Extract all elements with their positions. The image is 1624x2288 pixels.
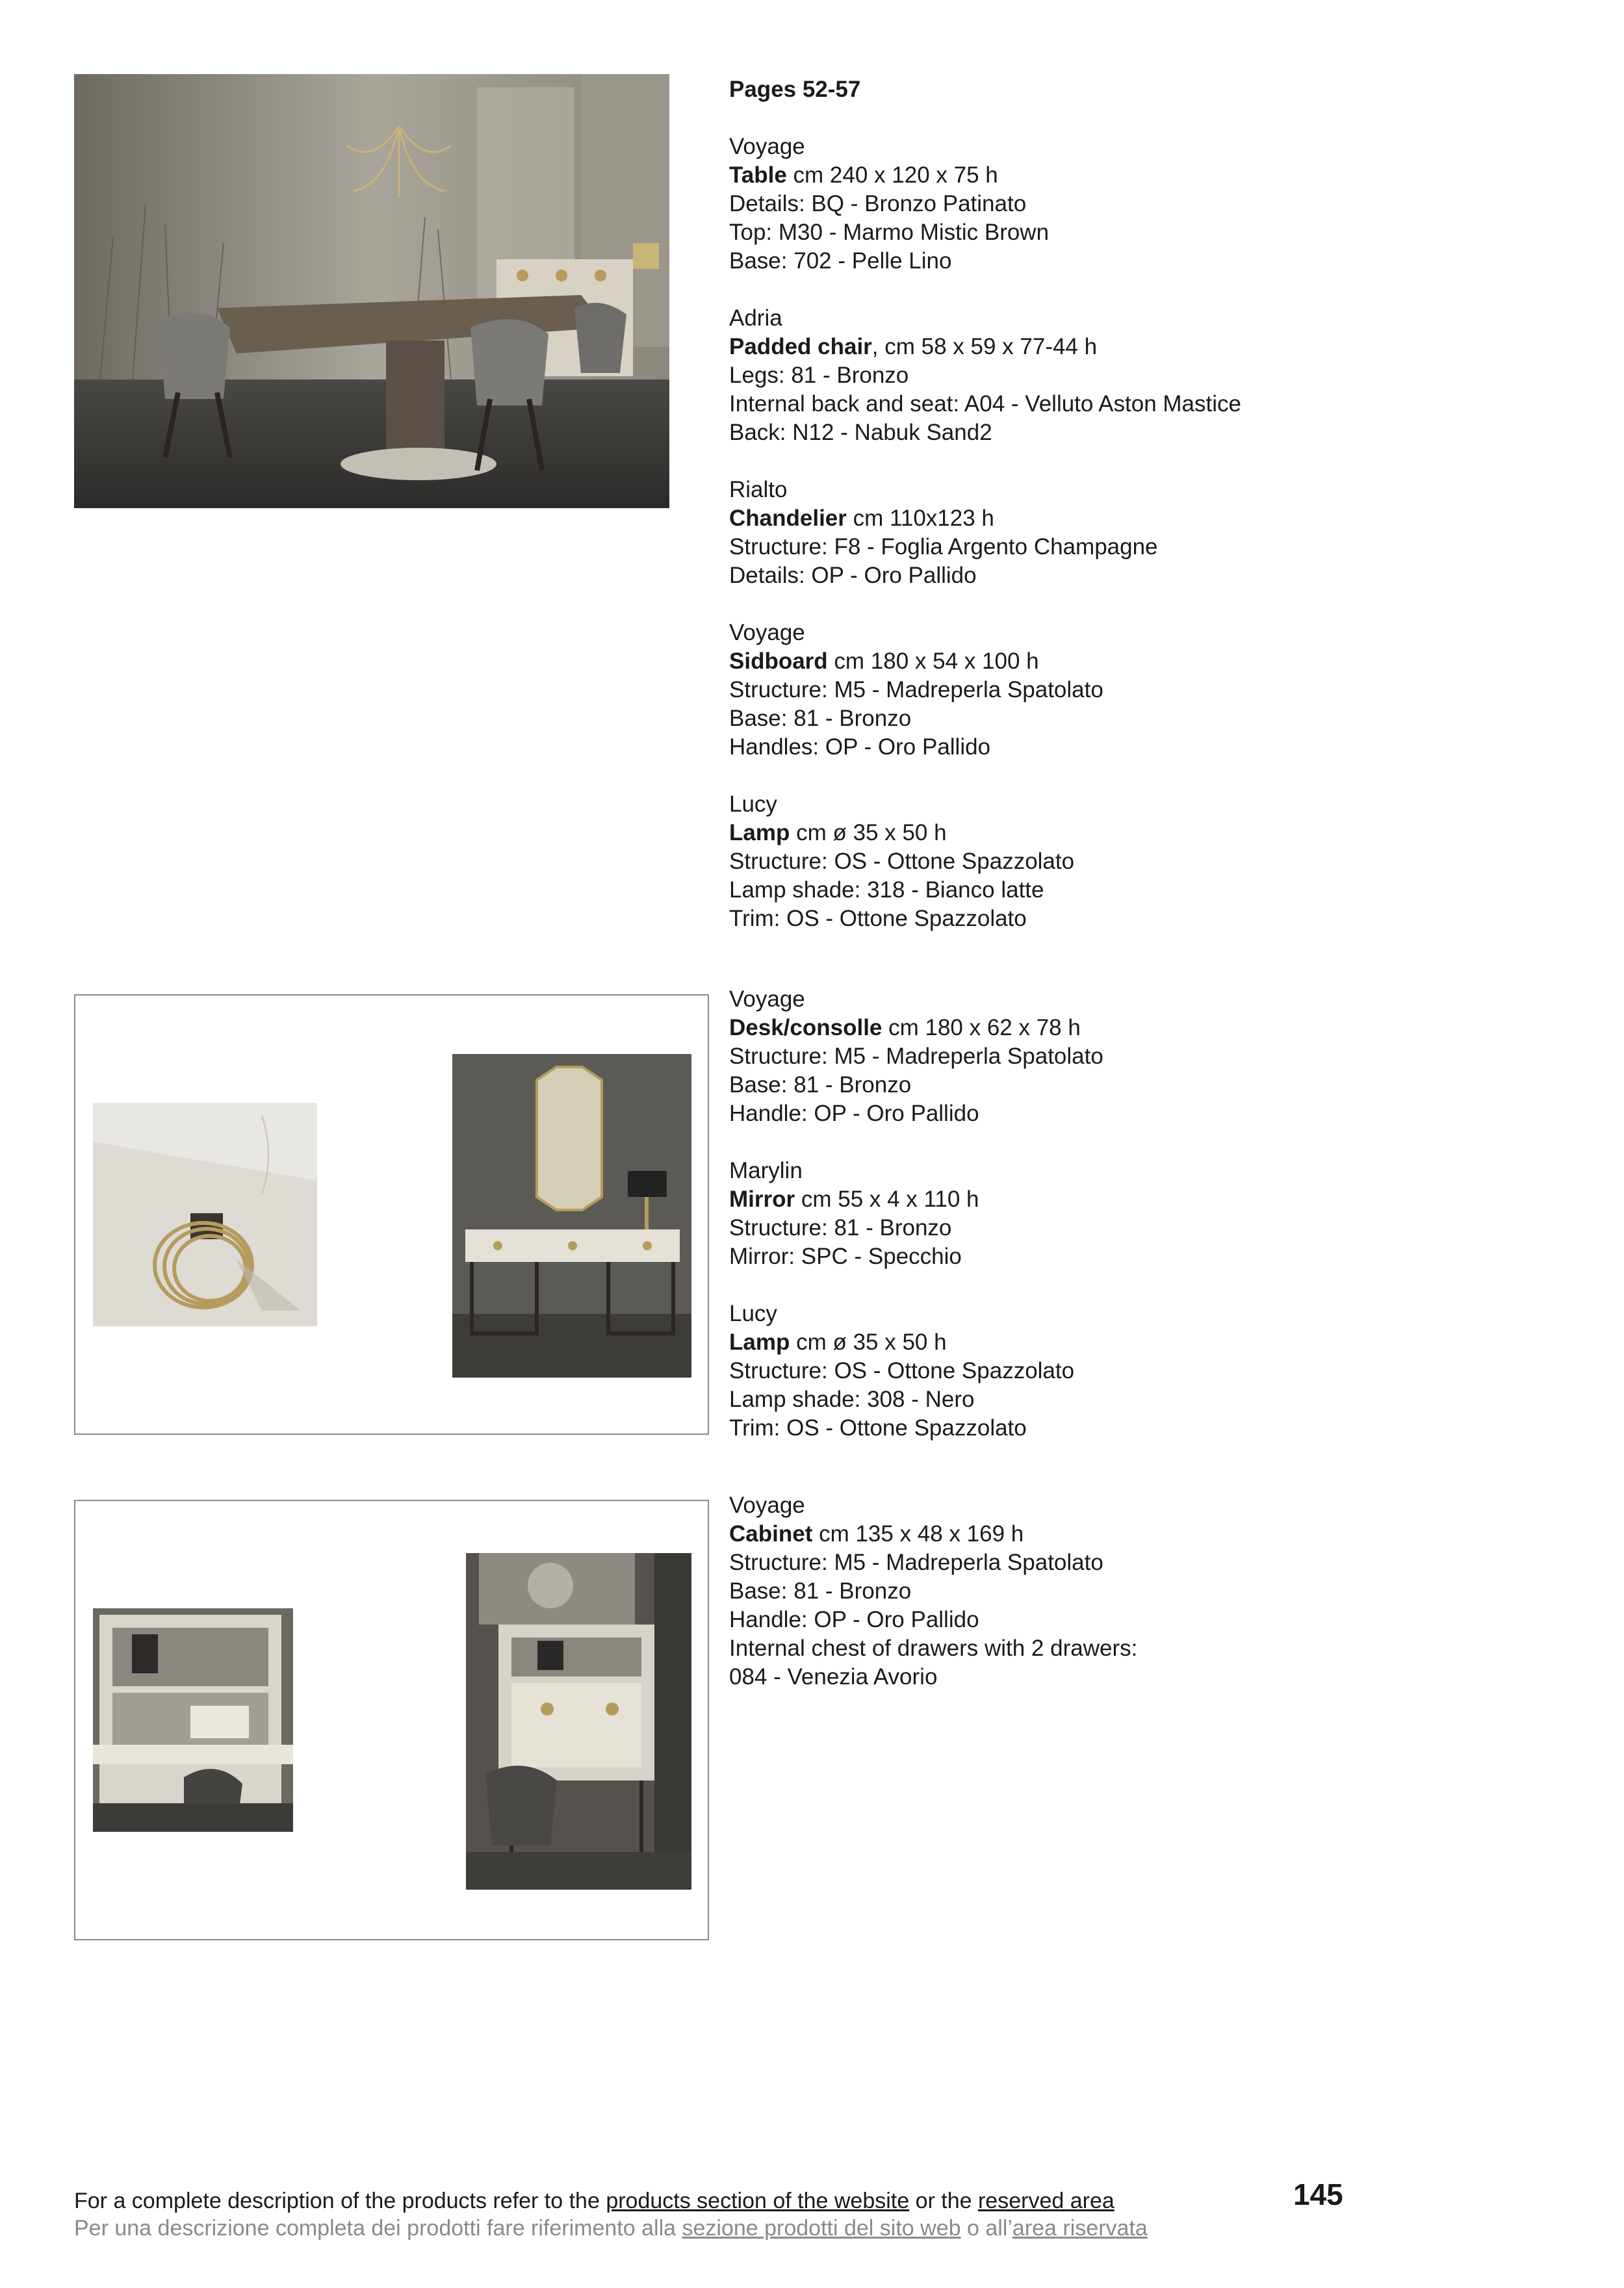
product-item	[729, 1491, 1509, 1691]
product-dims: cm ø 35 x 50 h	[790, 820, 947, 845]
spec-line: Legs: 81 - Bronzo	[729, 363, 909, 388]
product-dims: cm 55 x 4 x 110 h	[795, 1187, 979, 1212]
collection-name: Voyage	[729, 986, 805, 1012]
spec-line: Back: N12 - Nabuk Sand2	[729, 420, 992, 445]
spec-line: Details: BQ - Bronzo Patinato	[729, 191, 1027, 216]
spec-line: Mirror: SPC - Specchio	[729, 1244, 962, 1269]
collection-name: Adria	[729, 305, 782, 331]
footer-text: Per una descrizione completa dei prodotti fare riferimento alla	[74, 2216, 682, 2241]
product-item	[729, 133, 1509, 276]
area-riservata-link[interactable]: area riservata	[1012, 2216, 1148, 2241]
spec-line: Structure: OS - Ottone Spazzolato	[729, 849, 1075, 874]
spec-line: Base: 81 - Bronzo	[729, 706, 912, 731]
spec-block-3	[729, 1491, 1509, 1720]
collection-name: Marylin	[729, 1158, 803, 1183]
product-item	[729, 304, 1509, 447]
product-item	[729, 1300, 1509, 1443]
collection-name: Voyage	[729, 134, 805, 159]
product-dims: cm 180 x 54 x 100 h	[827, 649, 1039, 674]
dining-room-photo	[74, 74, 669, 508]
product-dims: , cm 58 x 59 x 77-44 h	[871, 334, 1098, 359]
spec-line: Details: OP - Oro Pallido	[729, 563, 977, 588]
product-item	[729, 1157, 1509, 1271]
collection-name: Rialto	[729, 477, 788, 502]
cabinet-open-photo	[93, 1608, 293, 1832]
product-name: Desk/consolle	[729, 1015, 883, 1040]
products-section-link[interactable]: products section of the website	[606, 2189, 910, 2213]
collection-name: Voyage	[729, 1493, 805, 1518]
footer-english	[74, 2187, 1148, 2215]
page-number: 145	[1293, 2178, 1343, 2211]
spec-line: Structure: M5 - Madreperla Spatolato	[729, 1550, 1103, 1575]
sezione-prodotti-link[interactable]: sezione prodotti del sito web	[682, 2216, 961, 2241]
cabinet-closed-photo	[466, 1553, 691, 1890]
spec-line: Base: 81 - Bronzo	[729, 1072, 912, 1098]
product-item	[729, 619, 1509, 762]
spec-line: Internal back and seat: A04 - Velluto Aston Mastice	[729, 391, 1241, 417]
spec-line: Handle: OP - Oro Pallido	[729, 1101, 979, 1126]
spec-line: Internal chest of drawers with 2 drawers:	[729, 1636, 1138, 1661]
product-name: Mirror	[729, 1187, 795, 1212]
product-dims: cm 240 x 120 x 75 h	[786, 162, 998, 188]
pages-heading: Pages 52-57	[729, 77, 861, 102]
spec-line: Structure: M5 - Madreperla Spatolato	[729, 677, 1103, 702]
footer-text: o all’	[960, 2216, 1012, 2241]
spec-line: Handle: OP - Oro Pallido	[729, 1607, 979, 1632]
product-name: Table	[729, 162, 787, 188]
product-name: Cabinet	[729, 1521, 813, 1547]
product-name: Lamp	[729, 1330, 790, 1355]
product-name: Sidboard	[729, 649, 828, 674]
product-dims: cm 110x123 h	[846, 506, 994, 531]
footer-italian	[74, 2215, 1148, 2242]
product-dims: cm ø 35 x 50 h	[790, 1330, 947, 1355]
product-name: Chandelier	[729, 506, 847, 531]
product-item	[729, 790, 1509, 933]
spec-line: Top: M30 - Marmo Mistic Brown	[729, 220, 1050, 245]
product-dims: cm 180 x 62 x 78 h	[882, 1015, 1081, 1040]
spec-line: Trim: OS - Ottone Spazzolato	[729, 1415, 1027, 1441]
spec-line: Structure: 81 - Bronzo	[729, 1215, 952, 1240]
handle-closeup-photo	[93, 1103, 317, 1326]
desk-consolle-photo	[452, 1054, 691, 1378]
footer	[74, 2187, 1148, 2242]
collection-name: Voyage	[729, 620, 805, 645]
footer-text: or the	[909, 2189, 978, 2213]
collection-name: Lucy	[729, 791, 777, 817]
spec-block-1	[729, 75, 1509, 962]
spec-line: Structure: M5 - Madreperla Spatolato	[729, 1044, 1103, 1069]
spec-line: 084 - Venezia Avorio	[729, 1664, 938, 1690]
spec-line: Structure: OS - Ottone Spazzolato	[729, 1358, 1075, 1383]
product-name: Lamp	[729, 820, 790, 845]
collection-name: Lucy	[729, 1301, 777, 1326]
spec-line: Base: 702 - Pelle Lino	[729, 248, 952, 274]
reserved-area-link[interactable]: reserved area	[977, 2189, 1115, 2213]
spec-line: Trim: OS - Ottone Spazzolato	[729, 906, 1027, 931]
spec-line: Lamp shade: 318 - Bianco latte	[729, 877, 1044, 903]
spec-line: Lamp shade: 308 - Nero	[729, 1387, 975, 1412]
product-item	[729, 985, 1509, 1128]
spec-block-2	[729, 985, 1509, 1471]
footer-text: For a complete description of the products refer to the	[74, 2189, 606, 2213]
product-dims: cm 135 x 48 x 169 h	[812, 1521, 1024, 1547]
product-name: Padded chair	[729, 334, 872, 359]
product-item	[729, 476, 1509, 590]
spec-line: Structure: F8 - Foglia Argento Champagne	[729, 534, 1158, 559]
spec-line: Handles: OP - Oro Pallido	[729, 734, 991, 760]
spec-line: Base: 81 - Bronzo	[729, 1578, 912, 1604]
